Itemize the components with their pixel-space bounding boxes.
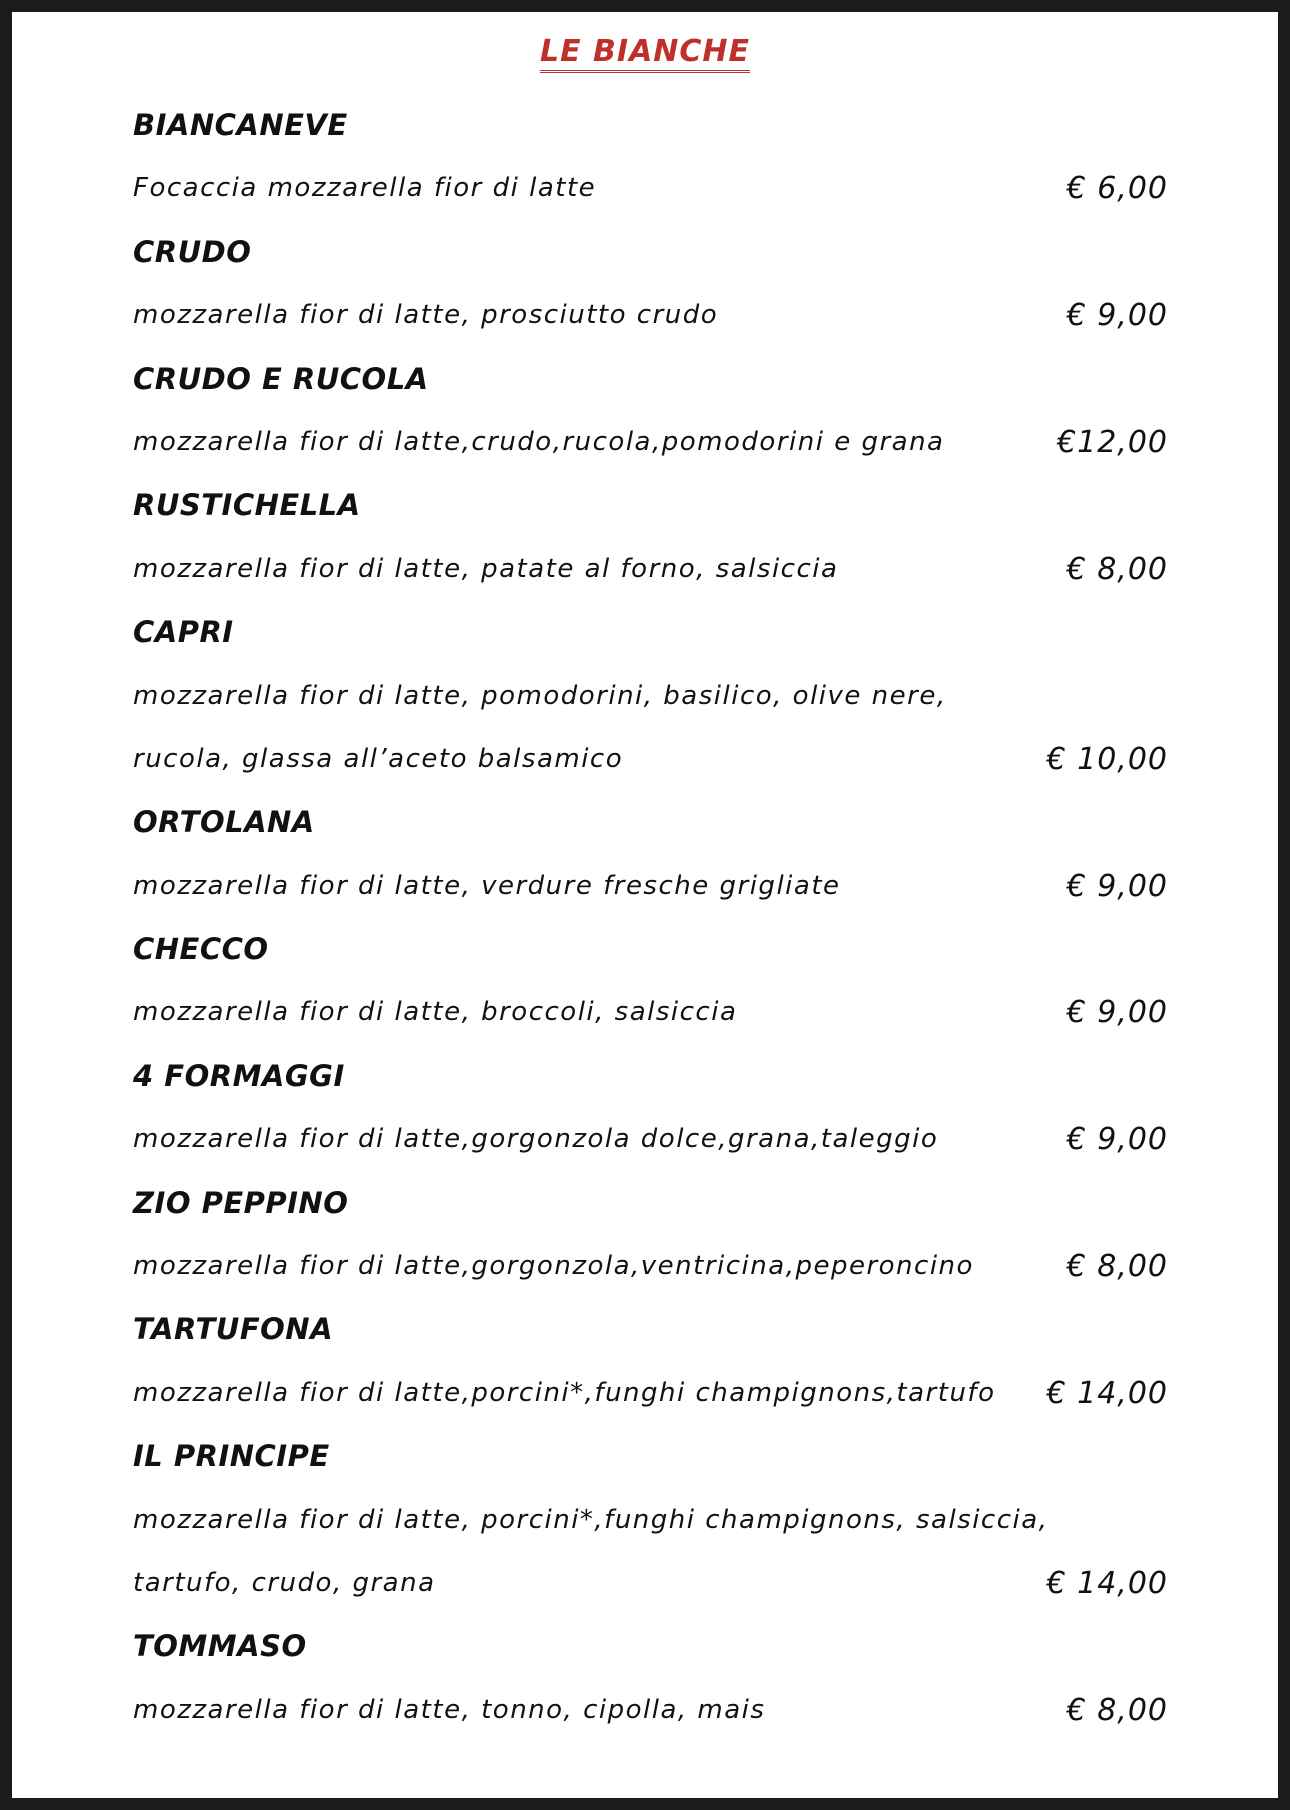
menu-item-name: CAPRI <box>133 615 234 650</box>
menu-item-description-row <box>133 157 1168 220</box>
menu-item-description: mozzarella fior di latte, broccoli, salsiccia <box>133 997 738 1028</box>
menu-item-description: Focaccia mozzarella fior di latte <box>133 173 597 204</box>
menu-item-name-row <box>133 221 1168 284</box>
menu-item-description: mozzarella fior di latte, pomodorini, basilico, olive nere, <box>133 680 947 711</box>
menu-item-name-row <box>133 348 1168 411</box>
menu-item-name: BIANCANEVE <box>133 108 348 142</box>
menu-item-description-row <box>133 981 1168 1044</box>
menu-item-description-row <box>133 538 1168 601</box>
menu-item-name: CRUDO <box>133 234 252 269</box>
menu-item-name-row <box>133 1425 1168 1488</box>
menu-item-list <box>133 94 1168 1742</box>
menu-item-name: TOMMASO <box>133 1629 307 1664</box>
menu-item-description: mozzarella fior di latte,gorgonzola dolce,grana,taleggio <box>133 1124 939 1155</box>
menu-item-name-row <box>133 791 1168 854</box>
menu-item-name: ZIO PEPPINO <box>133 1185 349 1220</box>
menu-item-description: mozzarella fior di latte, prosciutto crudo <box>133 300 719 331</box>
menu-item-description-row <box>133 284 1168 347</box>
menu-item-name: 4 FORMAGGI <box>133 1058 345 1093</box>
menu-item-price: €12,00 <box>1057 424 1168 460</box>
menu-item-description: tartufo, crudo, grana <box>133 1567 436 1598</box>
menu-item-price: € 8,00 <box>1066 551 1168 587</box>
menu-item-name: TARTUFONA <box>133 1312 334 1347</box>
menu-item-description-row <box>133 1362 1168 1425</box>
menu-item-description: mozzarella fior di latte, tonno, cipolla, mais <box>133 1694 766 1725</box>
menu-item-description-row <box>133 1552 1168 1615</box>
menu-item-price: € 8,00 <box>1066 1692 1168 1728</box>
menu-item-name-row <box>133 601 1168 664</box>
menu-item-price: € 10,00 <box>1046 741 1168 777</box>
menu-item-name-row <box>133 1298 1168 1361</box>
menu-title <box>12 34 1278 69</box>
menu-item-name-row <box>133 474 1168 537</box>
menu-item-name-row <box>133 1615 1168 1678</box>
menu-item-name-row <box>133 94 1168 157</box>
menu-item-description: mozzarella fior di latte, patate al forno, salsiccia <box>133 553 839 584</box>
menu-item-price: € 9,00 <box>1066 995 1168 1031</box>
menu-item-price: € 6,00 <box>1066 171 1168 207</box>
menu-item-description-row <box>133 1108 1168 1171</box>
menu-item-name-row <box>133 918 1168 981</box>
menu-item-price: € 14,00 <box>1046 1565 1168 1601</box>
menu-item-name-row <box>133 1045 1168 1108</box>
menu-page <box>12 12 1278 1798</box>
menu-item-description: mozzarella fior di latte, verdure fresche grigliate <box>133 870 841 901</box>
menu-item-name: RUSTICHELLA <box>133 488 361 523</box>
menu-item-price: € 9,00 <box>1066 298 1168 334</box>
menu-item-description-row <box>133 665 1168 728</box>
menu-item-name-row <box>133 1172 1168 1235</box>
menu-item-description-row <box>133 855 1168 918</box>
menu-item-description-row <box>133 411 1168 474</box>
menu-item-price: € 9,00 <box>1066 1122 1168 1158</box>
menu-item-price: € 9,00 <box>1066 868 1168 904</box>
menu-title-text: LE BIANCHE <box>540 34 750 73</box>
menu-item-name: ORTOLANA <box>133 805 315 840</box>
menu-item-description-row <box>133 1235 1168 1298</box>
menu-item-description: mozzarella fior di latte,porcini*,funghi champignons,tartufo <box>133 1377 996 1408</box>
menu-item-price: € 8,00 <box>1066 1249 1168 1285</box>
menu-item-description-row <box>133 1489 1168 1552</box>
menu-item-description: mozzarella fior di latte,gorgonzola,ventricina,peperoncino <box>133 1251 974 1282</box>
menu-item-description-row <box>133 1679 1168 1742</box>
menu-item-name: IL PRINCIPE <box>133 1439 330 1474</box>
menu-item-description-row <box>133 728 1168 791</box>
menu-item-name: CRUDO E RUCOLA <box>133 361 429 396</box>
menu-item-price: € 14,00 <box>1046 1375 1168 1411</box>
menu-item-description: mozzarella fior di latte, porcini*,funghi champignons, salsiccia, <box>133 1504 1049 1535</box>
menu-item-name: CHECCO <box>133 932 269 967</box>
menu-item-description: rucola, glassa all’aceto balsamico <box>133 743 624 774</box>
menu-item-description: mozzarella fior di latte,crudo,rucola,pomodorini e grana <box>133 426 945 457</box>
